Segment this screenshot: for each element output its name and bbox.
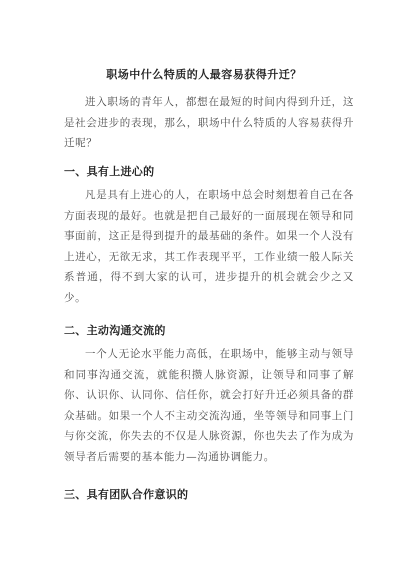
section-heading-2: 二、主动沟通交流的 [64,324,166,337]
section-body-1: 凡是具有上进心的人，在职场中总会时刻想着自己在各方面表现的最好。也就是把自己最好的一面展现在领导和同事面前，这正是得到提升的最基础的条件。如果一个人没有上进心，无欲无求，其工作表现平平，工作业绩一般人际关系普通，得不到大家的认可，进步提升的机会就会少之又少。 [64,189,354,304]
document-title: 职场中什么特质的人最容易获得升迁？ [106,68,302,81]
section-body-2: 一个人无论水平能力高低，在职场中，能够主动与领导和同事沟通交流，就能积攒人脉资源，让领导和同事了解你、认识你、认同你、信任你，就会打好升迁必须具备的群众基础。如果一个人不主动交流沟通，坐等领导和同事上门与你交流，你失去的不仅是人脉资源，你也失去了作为成为领导者后需要的基本能力—沟通协调能力。 [64,348,354,463]
section-heading-1: 一、具有上进心的 [64,165,155,178]
section-heading-3: 三、具有团队合作意识的 [64,488,189,501]
intro-paragraph: 进入职场的青年人，都想在最短的时间内得到升迁，这是社会进步的表现，那么，职场中什么特质的人容易获得升迁呢？ [64,96,354,149]
